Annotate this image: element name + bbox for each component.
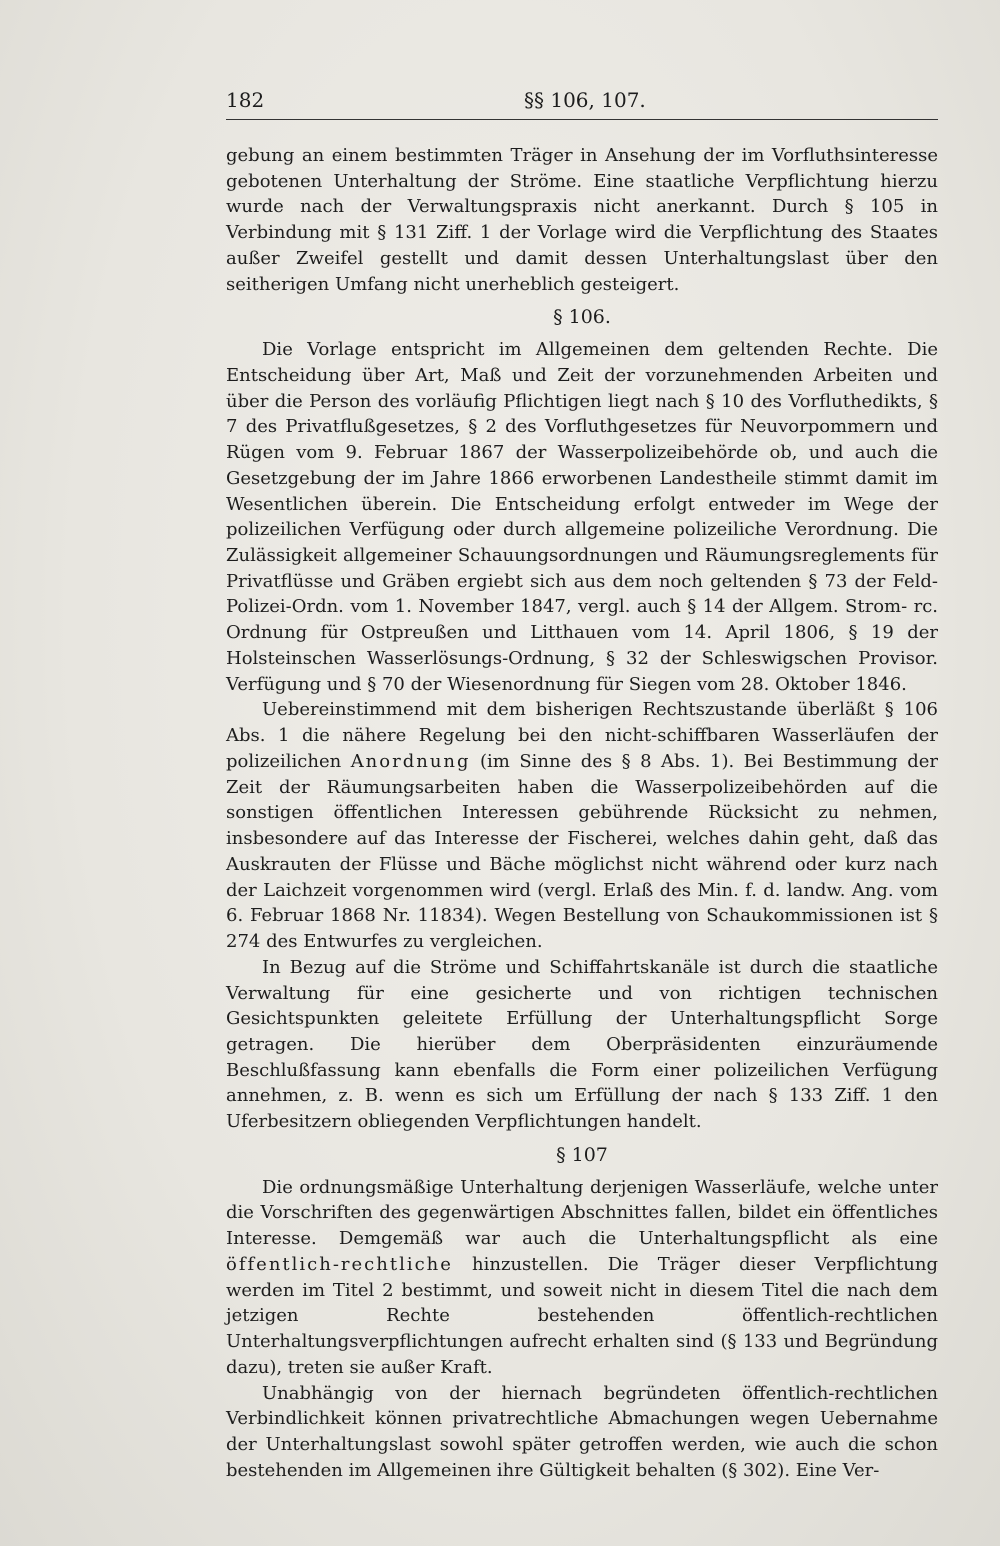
section-106-heading: § 106. (553, 306, 611, 329)
section-107-paragraph-1 (226, 1175, 938, 1381)
body-text (226, 143, 938, 1483)
page-number: 182 (226, 88, 265, 112)
section-107-paragraph-1-emphasis: öffentlich-rechtliche (226, 1253, 453, 1275)
section-106-paragraph-2-emphasis: Anordnung (350, 750, 471, 772)
section-107-paragraph-1-text-b: hinzustellen. Die Träger dieser Verpflichtung werden im Titel 2 bestimmt, und soweit nicht in diesem Titel die nach dem jetzigen Rechte bestehenden öffentlich-rechtlichen Unterhaltungsverpflichtungen aufrecht erhalten sind (§ 133 und Begründung dazu), treten sie außer Kraft. (226, 1253, 938, 1378)
section-107-paragraph-2: Unabhängig von der hiernach begründeten öffentlich-rechtlichen Verbindlichkeit können privatrechtliche Abmachungen wegen Uebernahme der Unterhaltungslast sowohl später getroffen werden, wie auch die schon bestehenden im Allgemeinen ihre Gültigkeit behalten (§ 302). Eine Ver- (226, 1382, 938, 1481)
intro-paragraph: gebung an einem bestimmten Träger in Ansehung der im Vorfluthsinteresse gebotenen Unterhaltung der Ströme. Eine staatliche Verpflichtung hierzu wurde nach der Verwaltungspraxis nicht anerkannt. Durch § 105 in Verbindung mit § 131 Ziff. 1 der Vorlage wird die Verpflichtung des Staates außer Zweifel gestellt und damit dessen Unterhaltungslast über den seitherigen Umfang nicht unerheblich gesteigert. (226, 145, 938, 295)
section-106-paragraph-3: In Bezug auf die Ströme und Schiffahrtskanäle ist durch die staatliche Verwaltung für eine gesicherte und von richtigen technischen Gesichtspunkten geleitete Erfüllung der Unterhaltungspflicht Sorge getragen. Die hierüber dem Oberpräsidenten einzuräumende Beschlußfassung kann ebenfalls die Form einer polizeilichen Verfügung annehmen, z. B. wenn es sich um Erfüllung der nach § 133 Ziff. 1 den Uferbesitzern obliegenden Verpflichtungen handelt. (226, 956, 938, 1133)
section-107-heading: § 107 (556, 1143, 608, 1166)
section-106-paragraph-1: Die Vorlage entspricht im Allgemeinen dem geltenden Rechte. Die Entscheidung über Art, Maß und Zeit der vorzunehmenden Arbeiten und über die Person des vorläufig Pflichtigen liegt nach § 10 des Vorfluthedikts, § 7 des Privatflußgesetzes, § 2 des Vorfluthgesetzes für Neuvorpommern und Rügen vom 9. Februar 1867 der Wasserpolizeibehörde ob, und auch die Gesetzgebung der im Jahre 1866 erworbenen Landestheile stimmt damit im Wesentlichen überein. Die Entscheidung erfolgt entweder im Wege der polizeilichen Verfügung oder durch allgemeine polizeiliche Verordnung. Die Zulässigkeit allgemeiner Schauungsordnungen und Räumungsreglements für Privatflüsse und Gräben ergiebt sich aus dem noch geltenden § 73 der Feld-Polizei-Ordn. vom 1. November 1847, vergl. auch § 14 der Allgem. Strom- rc. Ordnung für Ostpreußen und Litthauen vom 14. April 1806, § 19 der Holsteinschen Wasserlösungs-Ordnung, § 32 der Schleswigschen Provisor. Verfügung und § 70 der Wiesenordnung für Siegen vom 28. Oktober 1846. (226, 339, 938, 695)
header-rule (226, 119, 938, 120)
page-header (226, 88, 938, 118)
section-106-paragraph-2-text-a: Uebereinstimmend mit dem bisherigen Rechtszustande überläßt § 106 Abs. 1 die nähere Regelung bei den nicht-schiffbaren Wasserläufen der polizeilichen (226, 699, 938, 772)
section-106-paragraph-2-text-b: (im Sinne des § 8 Abs. 1). Bei Bestimmung der Zeit der Räumungsarbeiten haben die Wasserpolizeibehörden auf die sonstigen öffentlichen Interessen gebührende Rücksicht zu nehmen, insbesondere auf das Interesse der Fischerei, welches dahin geht, daß das Auskrauten der Flüsse und Bäche möglichst nicht während oder kurz nach der Laichzeit vorgenommen wird (vergl. Erlaß des Min. f. d. landw. Ang. vom 6. Februar 1868 Nr. 11834). Wegen Bestellung von Schaukommissionen ist § 274 des Entwurfes zu vergleichen. (226, 750, 939, 953)
section-107-paragraph-1-text-a: Die ordnungsmäßige Unterhaltung derjenigen Wasserläufe, welche unter die Vorschriften des gegenwärtigen Abschnittes fallen, bildet ein öffentliches Interesse. Demgemäß war auch die Unterhaltungspflicht als eine (226, 1176, 938, 1250)
section-106-paragraph-2 (226, 697, 938, 954)
section-reference: §§ 106, 107. (524, 88, 646, 112)
